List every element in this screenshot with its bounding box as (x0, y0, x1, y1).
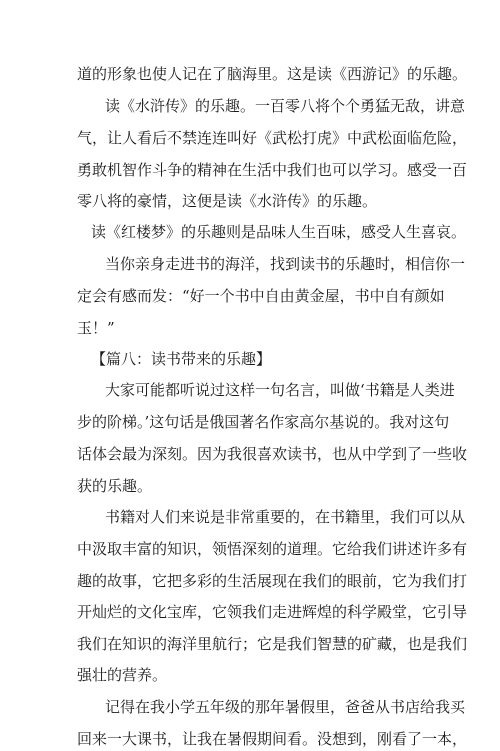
text-line-7: 当你亲身走进书的海洋，找到读书的乐趣时，相信你一 (105, 255, 466, 273)
text-line-13: 话体会最为深刻。因为我很喜欢读书，也从中学到了一些收 (77, 445, 468, 463)
text-line-20: 强壮的营养。 (77, 666, 168, 684)
text-line-17: 趣的故事，它把多彩的生活展现在我们的眼前，它为我们打 (77, 572, 468, 590)
text-line-16: 中汲取丰富的知识，领悟深刻的道理。它给我们讲述许多有 (77, 540, 468, 558)
text-line-14: 获的乐趣。 (77, 477, 153, 495)
text-line-6: 读《红楼梦》的乐趣则是品味人生百味，感受人生喜哀。 (91, 223, 467, 241)
text-line-22: 回来一大课书，让我在暑假期间看。没想到，刚看了一本， (77, 730, 468, 748)
text-line-3: 气，让人看后不禁连连叫好《武松打虎》中武松面临危险， (77, 129, 468, 147)
text-line-11: 大家可能都听说过这样一句名言，叫做‘书籍是人类进 (105, 381, 455, 399)
text-line-21: 记得在我小学五年级的那年暑假里，爸爸从书店给我买 (105, 698, 466, 716)
text-line-15: 书籍对人们来说是非常重要的，在书籍里，我们可以从 (105, 508, 466, 526)
text-line-9: 玉！” (77, 319, 115, 337)
text-line-4: 勇敢机智作斗争的精神在生活中我们也可以学习。感受一百 (77, 161, 468, 179)
text-line-2: 读《水浒传》的乐趣。一百零八将个个勇猛无敌，讲意 (105, 97, 466, 115)
section-heading: 【篇八：读书带来的乐趣】 (91, 350, 272, 368)
text-line-5: 零八将的豪情，这便是读《水浒传》的乐趣。 (77, 192, 378, 210)
text-line-8: 定会有感而发：“好一个书中自由黄金屋，书中自有颜如 (77, 287, 445, 305)
text-line-19: 我们在知识的海洋里航行；它是我们智慧的矿藏，也是我们 (77, 635, 468, 653)
text-line-18: 开灿烂的文化宝库，它领我们走进辉煌的科学殿堂，它引导 (77, 603, 468, 621)
text-line-1: 道的形象也使人记在了脑海里。这是读《西游记》的乐趣。 (77, 65, 468, 83)
text-line-12: 步的阶梯。’这句话是俄国著名作家高尔基说的。我对这句 (77, 413, 450, 431)
